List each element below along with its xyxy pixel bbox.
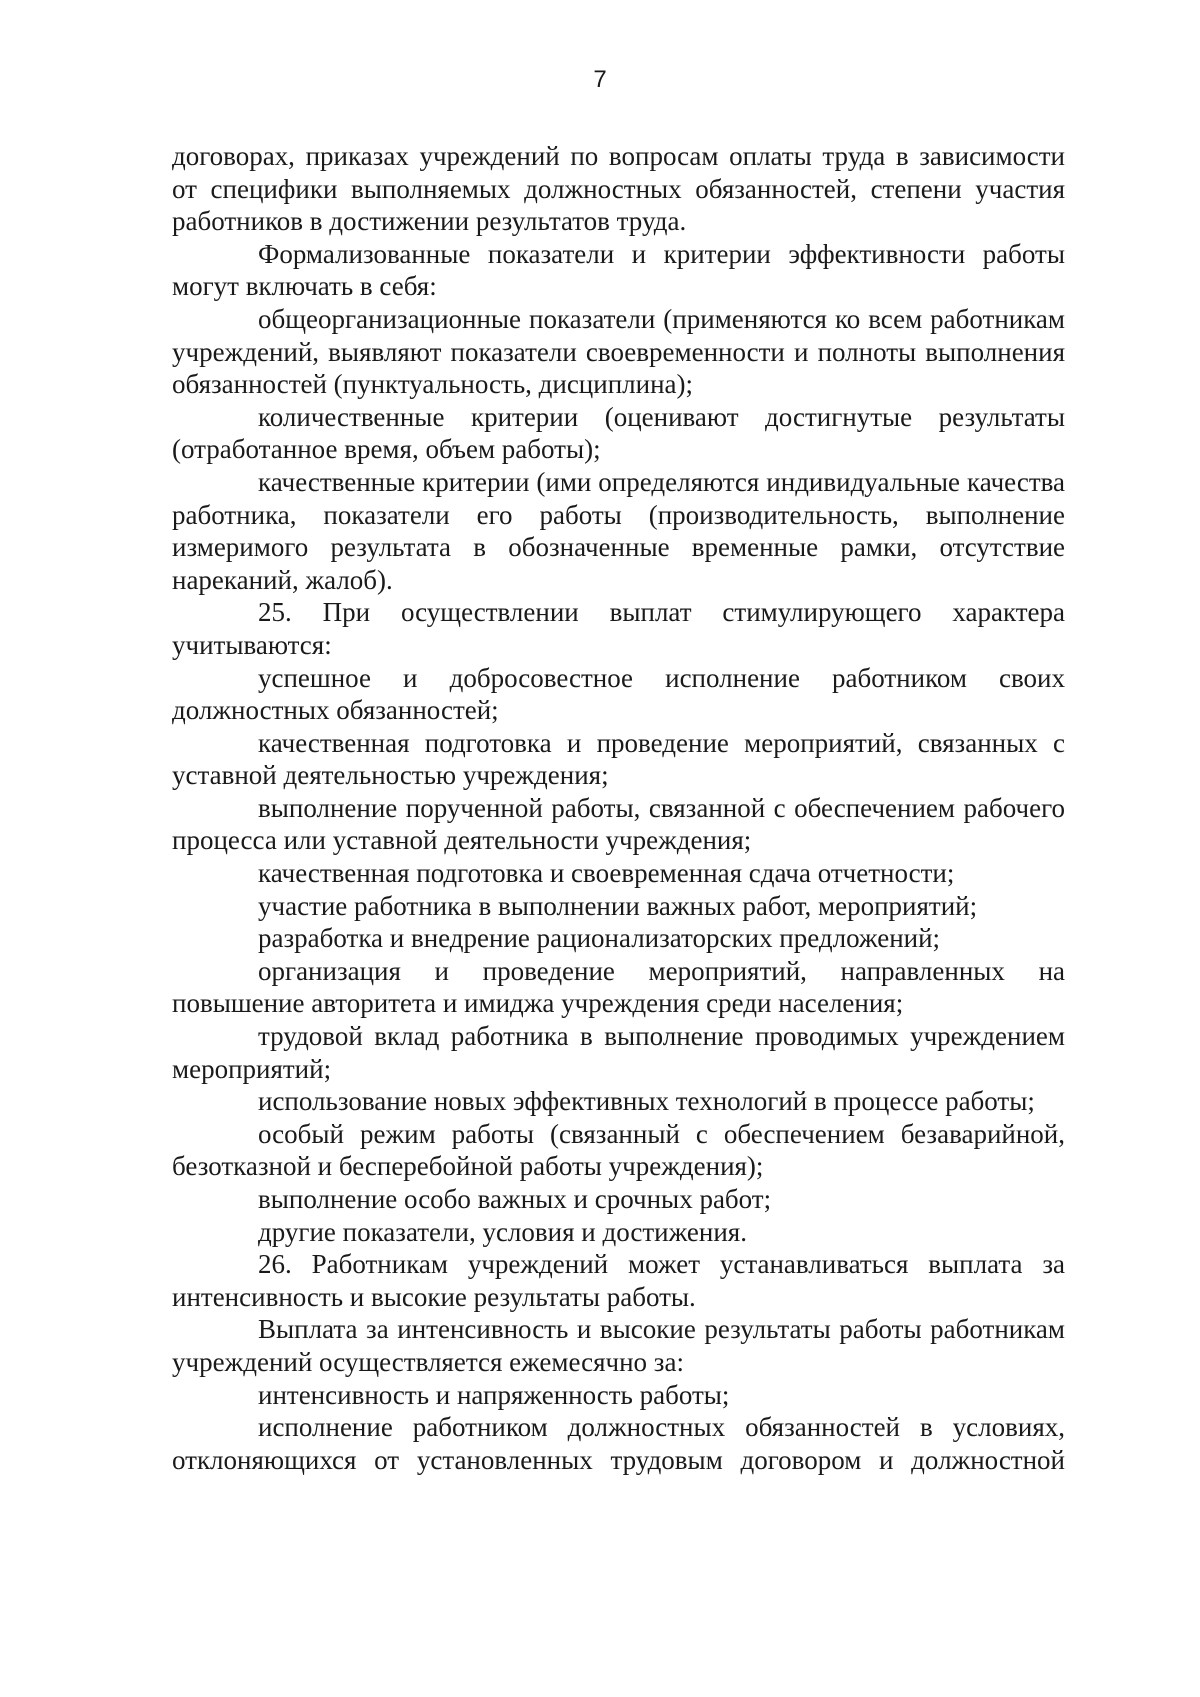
list-item: другие показатели, условия и достижения. <box>258 1216 747 1247</box>
paragraph-qualitative-criteria: качественные критерии (ими определяются индивидуальные качества работника, показатели его работы (производительность, выполнение измеримого результата в обозначенные временные рамки, отсутствие нареканий, жалоб). <box>172 466 1065 595</box>
list-item: интенсивность и напряженность работы; <box>258 1379 730 1410</box>
list-item: участие работника в выполнении важных работ, мероприятий; <box>258 890 978 921</box>
list-item-continued: исполнение работником должностных обязанностей в условиях, отклоняющихся от установленных трудовым договором и должностной <box>172 1412 1065 1475</box>
page-number: 7 <box>593 66 607 93</box>
paragraph-payment-basis: Выплата за интенсивность и высокие результаты работы работникам учреждений осуществляется ежемесячно за: <box>172 1314 1065 1377</box>
list-item: трудовой вклад работника в выполнение проводимых учреждением мероприятий; <box>172 1021 1065 1084</box>
paragraph-criteria-intro: Формализованные показатели и критерии эффективности работы могут включать в себя: <box>172 238 1065 302</box>
list-item: успешное и добросовестное исполнение работником своих должностных обязанностей; <box>172 662 1065 726</box>
list-item: выполнение особо важных и срочных работ; <box>258 1184 772 1214</box>
paragraph-continuation: договорах, приказах учреждений по вопросам оплаты труда в зависимости от специфики выполняемых должностных обязанностей, степени участия работников в достижении результатов труда. <box>172 141 1065 237</box>
paragraph-general-indicators: общеорганизационные показатели (применяются ко всем работникам учреждений, выявляют показатели своевременности и полноты выполнения обязанностей (пунктуальность, дисциплина); <box>172 303 1065 400</box>
paragraph-item-26: 26. Работникам учреждений может устанавливаться выплата за интенсивность и высокие результаты работы. <box>172 1249 1065 1312</box>
paragraph-quantitative-criteria: количественные критерии (оценивают достигнутые результаты (отработанное время, объем работы); <box>172 401 1065 465</box>
document-body <box>172 140 1065 1476</box>
list-item: особый режим работы (связанный с обеспечением безаварийной, безотказной и бесперебойной работы учреждения); <box>172 1118 1065 1182</box>
list-item: качественная подготовка и своевременная сдача отчетности; <box>258 858 955 889</box>
list-item: разработка и внедрение рационализаторских предложений; <box>258 923 941 954</box>
list-item: организация и проведение мероприятий, направленных на повышение авторитета и имиджа учреждения среди населения; <box>172 955 1065 1019</box>
list-item: использование новых эффективных технологий в процессе работы; <box>258 1086 1035 1117</box>
list-item: качественная подготовка и проведение мероприятий, связанных с уставной деятельностью учреждения; <box>172 727 1065 791</box>
paragraph-item-25: 25. При осуществлении выплат стимулирующего характера учитываются: <box>172 597 1065 660</box>
list-item: выполнение порученной работы, связанной с обеспечением рабочего процесса или уставной деятельности учреждения; <box>172 792 1065 856</box>
